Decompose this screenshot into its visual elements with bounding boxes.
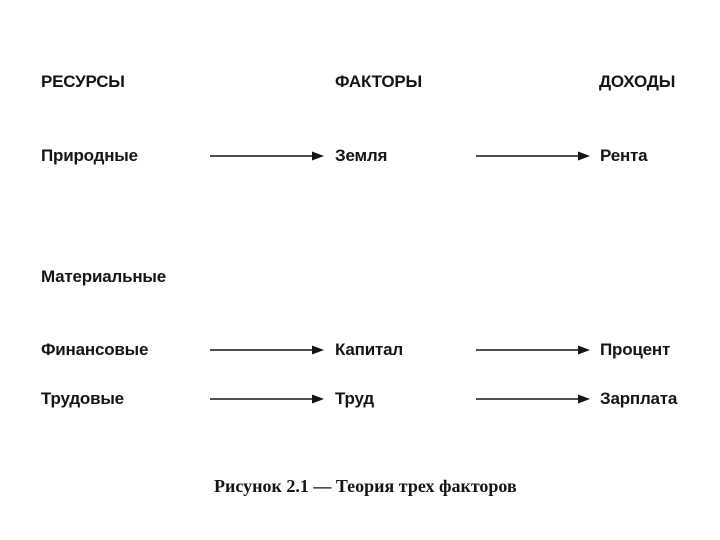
- factor-labor: Труд: [335, 389, 374, 408]
- factor-capital: Капитал: [335, 340, 403, 359]
- resource-natural: Природные: [41, 146, 138, 165]
- resource-labor: Трудовые: [41, 389, 124, 408]
- header-factors: ФАКТОРЫ: [335, 72, 422, 91]
- income-rent: Рента: [600, 146, 648, 165]
- arrow-resource-to-factor: [210, 393, 324, 405]
- arrow-factor-to-income: [476, 150, 590, 162]
- header-resources: РЕСУРСЫ: [41, 72, 125, 91]
- factor-land: Земля: [335, 146, 388, 165]
- arrow-resource-to-factor: [210, 150, 324, 162]
- resource-material: Материальные: [41, 267, 166, 286]
- resource-financial: Финансовые: [41, 340, 149, 359]
- header-incomes: ДОХОДЫ: [599, 72, 676, 91]
- arrow-resource-to-factor: [210, 344, 324, 356]
- income-wage: Зарплата: [600, 389, 678, 408]
- figure-caption: Рисунок 2.1 — Теория трех факторов: [214, 476, 517, 496]
- income-interest: Процент: [600, 340, 671, 359]
- arrow-factor-to-income: [476, 344, 590, 356]
- arrow-factor-to-income: [476, 393, 590, 405]
